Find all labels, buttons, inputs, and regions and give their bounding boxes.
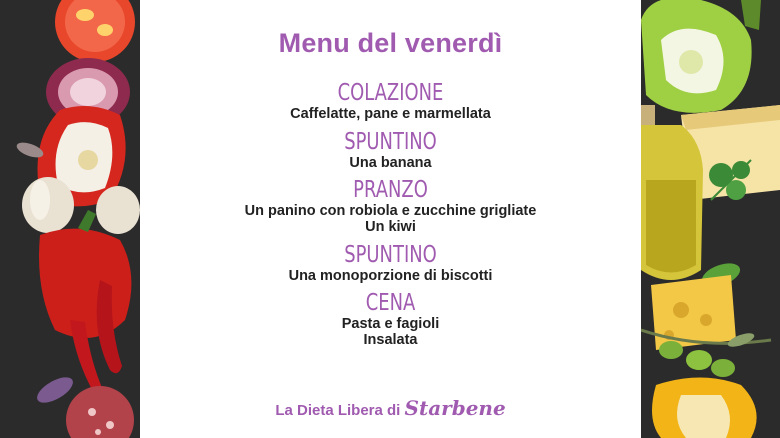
meal-item: Un panino con robiola e zucchine grigliate (244, 203, 537, 219)
footer-credit (140, 396, 641, 420)
meal-name: PRANZO (353, 177, 428, 203)
meal-section-pranzo (140, 177, 641, 235)
meal-item: Una banana (349, 155, 432, 171)
brand-logo: Starbene (404, 396, 506, 420)
meal-name: COLAZIONE (337, 80, 444, 106)
meal-name: SPUNTINO (344, 242, 437, 268)
footer-prefix: La Dieta Libera di (275, 402, 401, 419)
meal-name: SPUNTINO (344, 129, 437, 155)
meal-section-colazione (140, 80, 641, 122)
meal-item: Insalata (363, 332, 418, 348)
right-vegetable-illustration (641, 0, 780, 438)
meal-section-cena (140, 290, 641, 348)
meal-item: Una monoporzione di biscotti (288, 268, 493, 284)
page-title: Menu del venerdì (278, 28, 503, 58)
meal-item: Un kiwi (365, 219, 416, 235)
meal-section-spuntino-afternoon (140, 242, 641, 284)
meal-item: Pasta e fagioli (341, 316, 440, 332)
left-vegetable-illustration (0, 0, 140, 438)
menu-card (140, 0, 641, 438)
meal-section-spuntino-morning (140, 129, 641, 171)
meal-item: Caffelatte, pane e marmellata (290, 106, 491, 122)
meal-name: CENA (365, 290, 416, 316)
